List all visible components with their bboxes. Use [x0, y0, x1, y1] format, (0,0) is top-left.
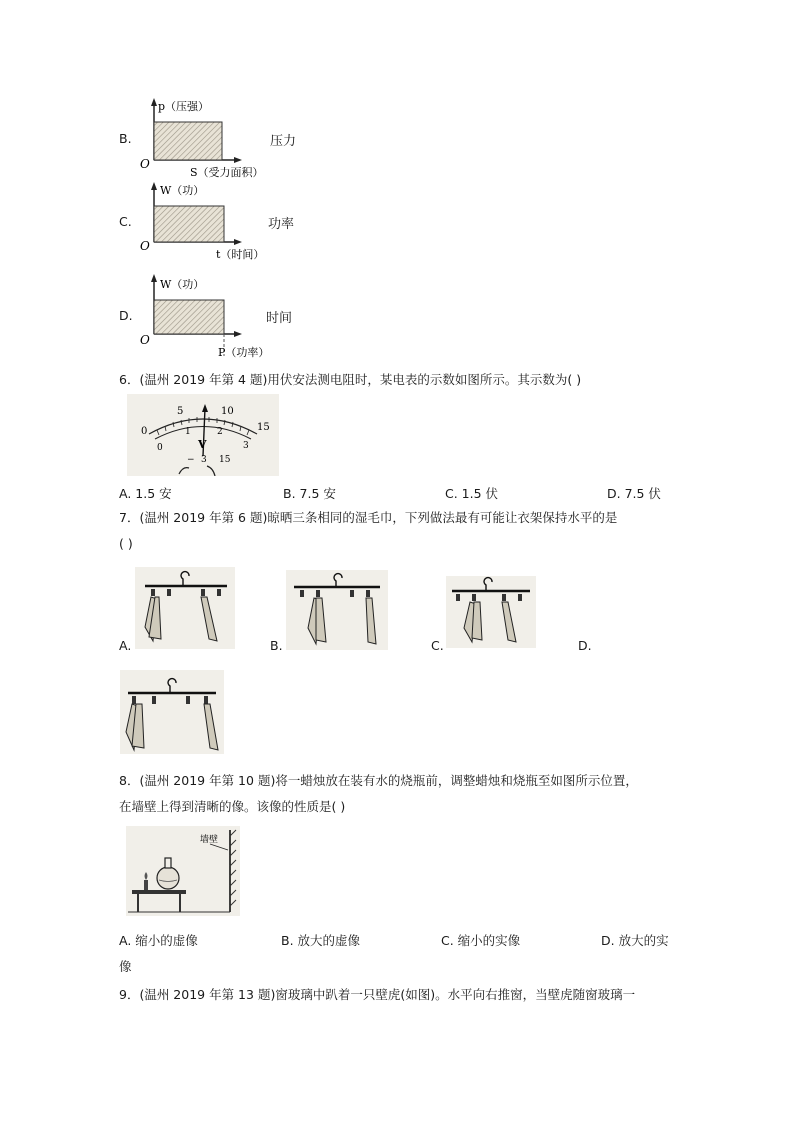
- q8-option-b[interactable]: B. 放大的虚像: [281, 933, 361, 948]
- graph-b: [138, 96, 278, 178]
- candle-flask-figure: [126, 826, 240, 916]
- hanger-a-figure: [135, 567, 235, 649]
- inner-tick-2: 2: [217, 427, 223, 437]
- meter-unit: V: [198, 438, 207, 451]
- x-axis-label: t（时间）: [216, 248, 265, 261]
- option-d-letter: D.: [119, 308, 133, 323]
- outer-tick-15: 15: [257, 422, 270, 433]
- q7-option-c[interactable]: C.: [431, 638, 444, 653]
- hanger-b-figure: [286, 570, 388, 650]
- origin-label: O: [140, 333, 150, 347]
- y-axis-label: W（功）: [160, 278, 205, 291]
- inner-tick-1: 1: [185, 427, 191, 437]
- y-axis-label: W（功）: [160, 184, 205, 197]
- shaded-area: [154, 206, 224, 242]
- terminal-3: 3: [201, 455, 207, 465]
- outer-tick-10: 10: [221, 406, 234, 417]
- origin-label: O: [140, 157, 150, 171]
- y-axis-label: p（压强）: [158, 100, 210, 113]
- origin-label: O: [140, 239, 150, 253]
- q6-option-a[interactable]: A. 1.5 安: [119, 486, 172, 501]
- question-8-line1: 8．(温州 2019 年第 10 题)将一蜡烛放在装有水的烧瓶前，调整蜡烛和烧瓶至如图所示位置，: [119, 773, 638, 788]
- table-top: [132, 890, 186, 894]
- terminal-neg: −: [187, 455, 195, 465]
- option-b-letter: B.: [119, 131, 132, 146]
- hanger-c-figure: [446, 576, 536, 648]
- flask: [157, 867, 179, 889]
- outer-tick-5: 5: [177, 406, 184, 417]
- shaded-area: [154, 122, 222, 160]
- option-d-text: 时间: [266, 311, 293, 326]
- voltmeter-figure: [127, 394, 279, 476]
- question-7-line1: 7．(温州 2019 年第 6 题)晾晒三条相同的湿毛巾，下列做法最有可能让衣架保持水平的是: [119, 510, 618, 525]
- inner-tick-3: 3: [243, 441, 249, 451]
- terminal-15: 15: [219, 455, 231, 465]
- q6-option-d[interactable]: D. 7.5 伏: [607, 486, 661, 501]
- q6-option-b[interactable]: B. 7.5 安: [283, 486, 336, 501]
- q7-option-d[interactable]: D.: [578, 638, 592, 653]
- q7-option-a[interactable]: A.: [119, 638, 132, 653]
- graph-d: [138, 272, 278, 358]
- hanger-d-figure: [120, 670, 224, 754]
- option-c-letter: C.: [119, 214, 132, 229]
- shaded-area: [154, 300, 224, 334]
- candle: [144, 880, 148, 890]
- question-7-line2: ( ): [119, 536, 133, 551]
- question-9-line1: 9．(温州 2019 年第 13 题)窗玻璃中趴着一只壁虎(如图)。水平向右推窗，当壁虎随窗玻璃一: [119, 987, 636, 1002]
- q8-option-d-wrap: 像: [119, 959, 132, 974]
- q8-option-a[interactable]: A. 缩小的虚像: [119, 933, 198, 948]
- q8-option-c[interactable]: C. 缩小的实像: [441, 933, 521, 948]
- x-axis-label: S（受力面积）: [190, 166, 264, 178]
- inner-tick-0: 0: [157, 443, 163, 453]
- q6-option-c[interactable]: C. 1.5 伏: [445, 486, 499, 501]
- q8-option-d[interactable]: D. 放大的实: [601, 933, 669, 948]
- question-8-line2: 在墙壁上得到清晰的像。该像的性质是( ): [119, 799, 346, 814]
- question-6-text: 6．(温州 2019 年第 4 题)用伏安法测电阻时，某电表的示数如图所示。其示数为( ): [119, 372, 582, 387]
- q7-option-b[interactable]: B.: [270, 638, 283, 653]
- wall-label: 墙壁: [200, 835, 219, 845]
- graph-c: [138, 180, 278, 262]
- x-axis-label: P（功率）: [218, 346, 270, 358]
- option-b-text: 压力: [270, 134, 297, 149]
- outer-tick-0: 0: [141, 426, 148, 437]
- option-c-text: 功率: [268, 217, 295, 232]
